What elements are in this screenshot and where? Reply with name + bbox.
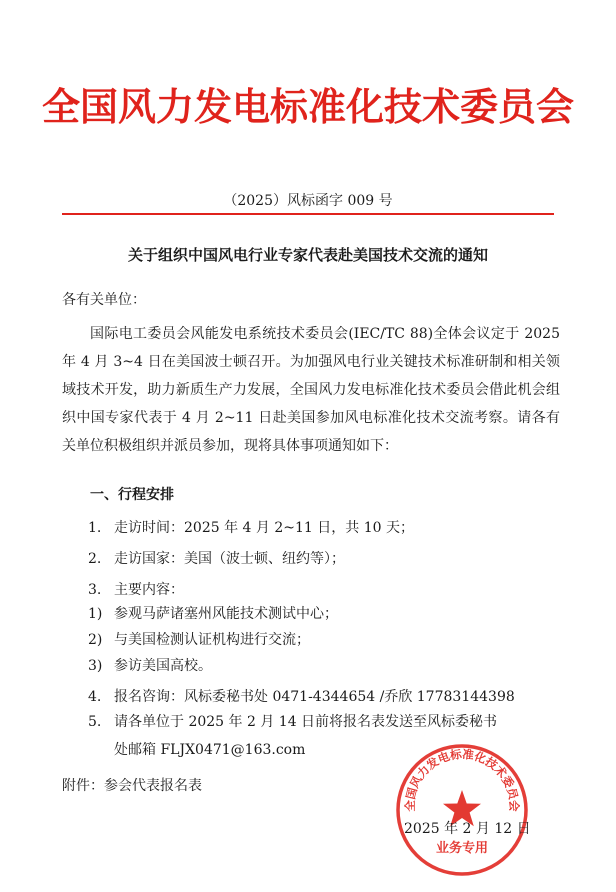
list-item-number: 4. [88,689,102,705]
red-divider [62,213,554,215]
list-item [88,603,338,623]
list-item-text: 与美国检测认证机构进行交流； [114,632,310,648]
official-seal-stamp [394,742,530,878]
list-item-text: 请各单位于 2025 年 2 月 14 日前将报名表发送至风标委秘书 [114,714,498,730]
list-item [88,517,414,537]
section-heading-itinerary: 一、行程安排 [90,487,174,503]
notice-title: 关于组织中国风电行业专家代表赴美国技术交流的通知 [127,246,488,264]
seal-ring-text: 全国风力发电标准化技术委员会 [402,747,522,812]
list-item-text: 参观马萨诸塞州风能技术测试中心； [114,606,338,622]
list-item-number: 2) [88,632,103,648]
list-item-number: 1) [88,606,103,622]
list-item-text-continued: 处邮箱 FLJX0471@163.com [114,742,306,758]
list-item [88,629,310,649]
list-item-number: 2. [88,551,102,567]
list-item [88,686,515,706]
document-number: （2025）风标函字 009 号 [223,193,393,209]
list-item-text: 主要内容： [114,582,184,598]
list-item-text: 走访时间：2025 年 4 月 2~11 日，共 10 天； [114,520,414,536]
list-item-text: 走访国家：美国（波士顿、纽约等）； [114,551,345,567]
salutation: 各有关单位： [62,292,146,308]
body-paragraph: 国际电工委员会风能发电系统技术委员会(IEC/TC 88)全体会议定于 2025 年 4 月 3~4 日在美国波士顿召开。为加强风电行业关键技术标准研制和相关领域技术开发，助力新质生产力发展，全国风力发电标准化技术委员会借此机会组织中国专家代表于 4 月 2~11 日赴美国参加风电标准化技术交流考察。请各有关单位积极组织并派员参加，现将具体事项通知如下： [62,326,560,454]
list-item [88,548,345,568]
seal-bottom-text: 业务专用 [435,841,489,856]
list-item [88,655,212,675]
list-item-number: 3. [88,582,102,598]
issue-date: 2025 年 2 月 12 日 [404,821,531,837]
attachment-note: 附件：参会代表报名表 [62,778,202,794]
list-item [88,579,184,599]
list-item-number: 3) [88,658,103,674]
list-item-text: 参访美国高校。 [114,658,212,674]
list-item-number: 5. [88,714,102,730]
list-item-number: 1. [88,520,102,536]
list-item-text: 报名咨询：风标委秘书处 0471-4344654 /乔欣 17783144398 [114,689,515,705]
committee-title: 全国风力发电标准化技术委员会 [41,85,574,129]
